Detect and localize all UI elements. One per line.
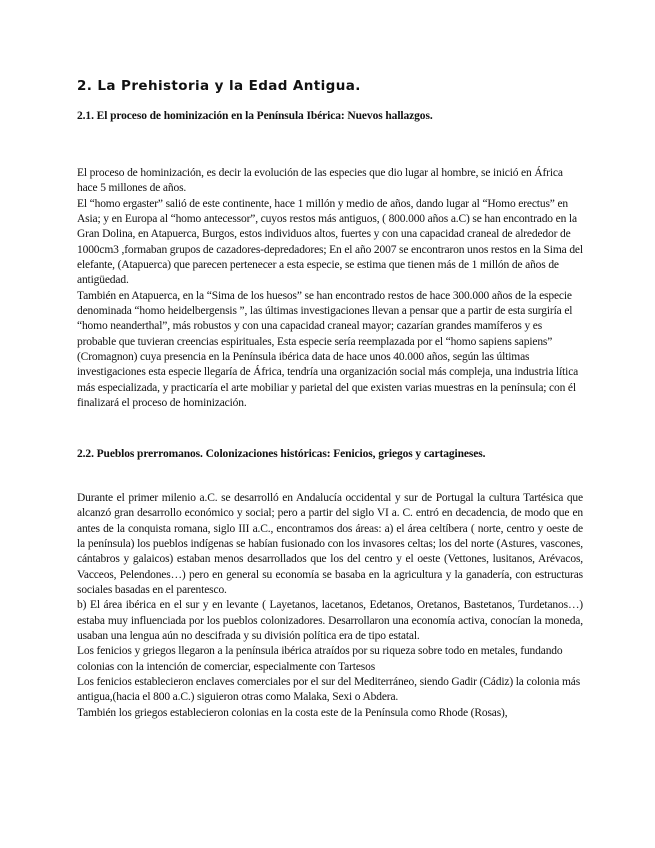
paragraph: b) El área ibérica en el sur y en levante ( Layetanos, lacetanos, Edetanos, Oretanos, Bastetanos, Turdetanos…) estaba muy influenciada por los pueblos colonizadores. Desarrollaron una economía activa, conocían la moneda, usaban una lengua aún no descifrada y su división política era de tipo estatal. — [77, 599, 583, 643]
section-body-hominization — [77, 166, 583, 412]
paragraph: El proceso de hominización, es decir la evolución de las especies que dio lugar al hombre, se inició en África hace 5 millones de años. — [77, 167, 563, 195]
chapter-title: 2. La Prehistoria y la Edad Antigua. — [77, 78, 361, 94]
paragraph: También en Atapuerca, en la “Sima de los huesos” se han encontrado restos de hace 300.000 años de la especie denominada “homo heidelbergensis ”, las últimas investigaciones llevan a pensar que a partir de esta surgiría el “homo neanderthal”, más robustos y con una capacidad craneal mayor; cazarían grandes mamíferos y es probable que tuvieran creencias espirituales, Esta especie sería reemplazada por el “homo sapiens sapiens” (Cromagnon) cuya presencia en la Península ibérica data de hace unos 40.000 años, según las últimas investigaciones esta especie llegaría de África, tendría una organización social más compleja, una industria lítica más especializada, y practicaría el arte mobiliar y parietal del que existen varias muestras en la península; con él finalizará el proceso de hominización. — [77, 289, 579, 410]
paragraph: También los griegos establecieron colonias en la costa este de la Península como Rhode (Rosas), — [77, 706, 508, 719]
paragraph: Durante el primer milenio a.C. se desarrolló en Andalucía occidental y sur de Portugal la cultura Tartésica que alcanzó gran desarrollo económico y social; pero a partir del siglo VI a. C. entró en decadencia, de modo que en antes de la conquista romana, siglo III a.C., encontramos dos áreas: a) el área celtíbera ( norte, centro y oeste de la península) los pueblos indígenas se habían fusionado con los invasores celtas; los del norte (Astures, vascones, cántabros y galaicos) estaban menos desarrollados que los del centro y el oeste (Vettones, lusitanos, Arévacos, Vacceos, Pelendones…) pero en general su economía se basaba en la agricultura y la ganadería, con estructuras sociales basadas en el parentesco. — [77, 492, 583, 597]
section-heading-pre-roman-peoples: 2.2. Pueblos prerromanos. Colonizaciones históricas: Fenicios, griegos y cartagineses. — [77, 448, 486, 460]
paragraph: El “homo ergaster” salió de este continente, hace 1 millón y medio de años, dando lugar al “Homo erectus” en Asia; y en Europa al “homo antecessor”, cuyos restos más antiguos, ( 800.000 años a.C) se han encontrado en la Gran Dolina, en Atapuerca, Burgos, estos individuos altos, fuertes y con una capacidad craneal de alrededor de 1000cm3 ,formaban grupos de cazadores-depredadores; En el año 2007 se encontraron unos restos en la Sima del elefante, (Atapuerca) que parecen pertenecer a esta especie, se estima que tienen más de 1 millón de años de antigüedad. — [77, 197, 583, 287]
section-heading-hominization: 2.1. El proceso de hominización en la Península Ibérica: Nuevos hallazgos. — [77, 110, 433, 122]
section-body-pre-roman-peoples — [77, 491, 583, 721]
paragraph: Los fenicios y griegos llegaron a la península ibérica atraídos por su riqueza sobre todo en metales, fundando colonias con la intención de comerciar, especialmente con Tartesos — [77, 645, 563, 673]
paragraph: Los fenicios establecieron enclaves comerciales por el sur del Mediterráneo, siendo Gadir (Cádiz) la colonia más antigua,(hacia el 800 a.C.) siguieron otras como Malaka, Sexi o Abdera. — [77, 676, 581, 704]
